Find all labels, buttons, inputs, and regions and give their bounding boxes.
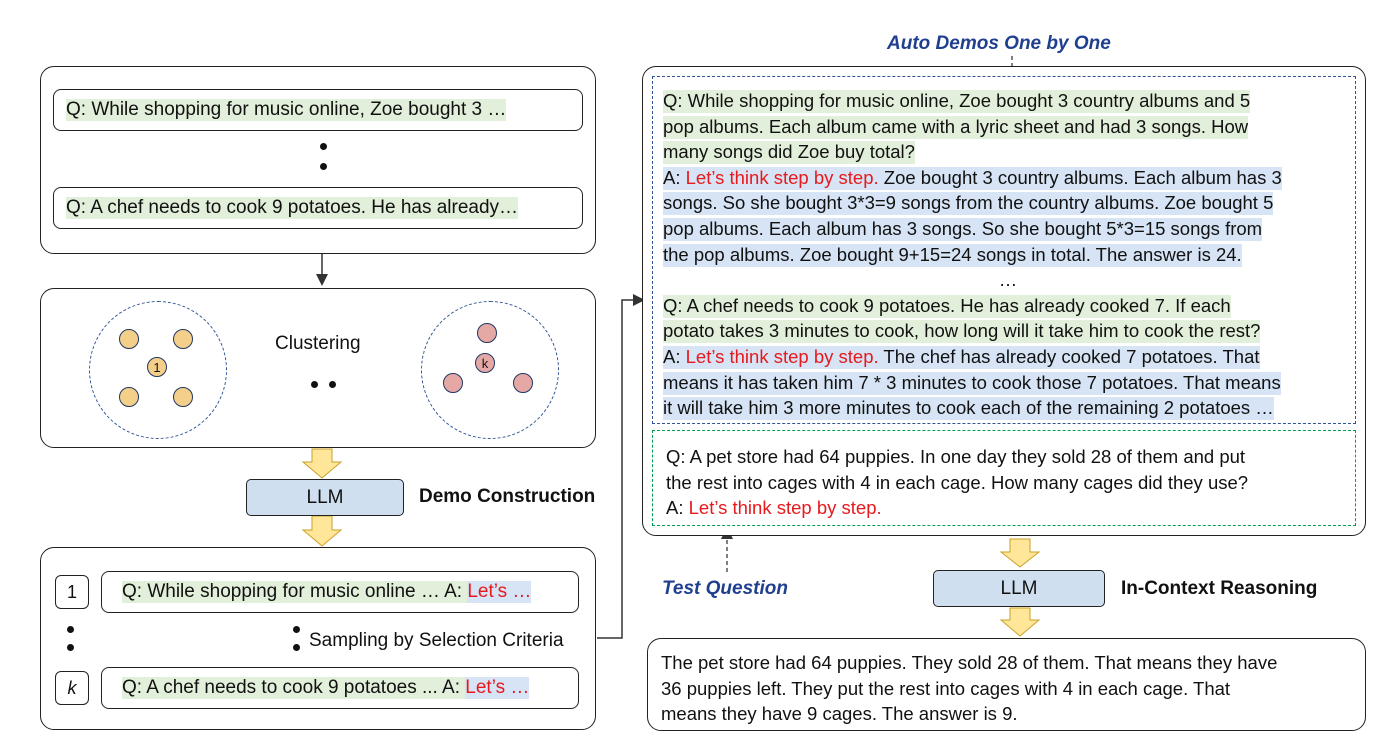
block-arrow-cluster-llm xyxy=(303,449,341,478)
output-box xyxy=(647,638,1366,731)
auto-demos-title: Auto Demos One by One xyxy=(887,33,1111,54)
demo-a1-line: the pop albums. Zoe bought 9+15=24 songs in total. The answer is 24. xyxy=(663,243,1242,265)
question-text: Q: A chef needs to cook 9 potatoes. He has already… xyxy=(66,197,519,218)
answer-prefix: A: xyxy=(666,497,689,519)
ellipsis-dot xyxy=(67,644,74,651)
demo-a2-line: The chef has already cooked 7 potatoes. That xyxy=(878,345,1260,367)
demo-q1-line: many songs did Zoe buy total? xyxy=(663,141,915,163)
question-line-2 xyxy=(53,187,583,229)
output-line: 36 puppies left. They put the rest into cages with 4 in each cage. That xyxy=(661,677,1231,699)
demo-question: Q: A chef needs to cook 9 potatoes ... A: xyxy=(122,677,466,698)
demo-q2-line: Q: A chef needs to cook 9 potatoes. He has already cooked 7. If each xyxy=(663,294,1231,316)
demo-q1 xyxy=(663,88,1353,165)
demo-ellipsis: … xyxy=(998,269,1018,291)
demo-q2 xyxy=(663,293,1353,344)
cot-prompt: Let’s think step by step. xyxy=(685,166,879,188)
ellipsis-dot xyxy=(67,626,74,633)
answer-prefix: A: xyxy=(663,345,686,367)
ellipsis-dot xyxy=(293,644,300,651)
test-line: Q: A pet store had 64 puppies. In one day they sold 28 of them and put xyxy=(666,446,1246,467)
demo-a2-line: means it has taken him 7 * 3 minutes to cook those 7 potatoes. That means xyxy=(663,371,1281,393)
output-line: The pet store had 64 puppies. They sold 28 of them. That means they have xyxy=(661,652,1278,673)
test-question-label: Test Question xyxy=(662,578,788,599)
demo-q1-line: Q: While shopping for music online, Zoe bought 3 country albums and 5 xyxy=(663,90,1251,111)
block-arrow-llm-output xyxy=(1001,608,1039,636)
demo-a2-line: it will take him 3 more minutes to cook each of the remaining 2 potatoes … xyxy=(663,397,1274,419)
cluster-centroid xyxy=(475,353,495,373)
ellipsis-dot xyxy=(311,381,318,388)
in-context-reasoning-label: In-Context Reasoning xyxy=(1121,578,1318,599)
question-line-1 xyxy=(53,89,583,131)
cluster-point xyxy=(173,387,193,407)
demo-index: k xyxy=(55,671,89,705)
ellipsis-dot xyxy=(320,163,327,170)
llm-box-left: LLM xyxy=(246,479,404,516)
demo-a1 xyxy=(663,165,1353,267)
demo-index: 1 xyxy=(55,575,89,609)
demo-line-1 xyxy=(101,571,579,613)
answer-prefix: A: xyxy=(663,166,686,188)
ellipsis-dot xyxy=(293,626,300,633)
llm-box-right: LLM xyxy=(933,570,1105,607)
demo-line-k xyxy=(101,667,579,709)
demo-construction-label: Demo Construction xyxy=(419,486,596,507)
demo-a2 xyxy=(663,344,1353,421)
block-arrow-panel-llm xyxy=(1001,539,1039,567)
cluster-point xyxy=(477,323,497,343)
demo-a1-line: pop albums. Each album has 3 songs. So she bought 5*3=15 songs from xyxy=(663,217,1263,239)
ellipsis-dot xyxy=(320,143,327,150)
demo-a1-line: Zoe bought 3 country albums. Each album has 3 xyxy=(878,166,1282,188)
cluster-id: 1 xyxy=(153,359,161,375)
cluster-point xyxy=(119,387,139,407)
demo-question: Q: While shopping for music online … A: xyxy=(122,581,468,602)
demo-prompt: Let’s … xyxy=(467,581,532,602)
cot-prompt: Let’s think step by step. xyxy=(685,345,879,367)
cot-prompt: Let’s think step by step. xyxy=(688,497,882,519)
demo-q2-line: potato takes 3 minutes to cook, how long will it take him to cook the rest? xyxy=(663,320,1261,342)
arrow-demos-to-panel xyxy=(597,300,642,638)
block-arrow-llm-demos xyxy=(303,516,341,546)
question-text: Q: While shopping for music online, Zoe bought 3 … xyxy=(66,99,507,120)
demo-a1-line: songs. So she bought 3*3=9 songs from the country albums. Zoe bought 5 xyxy=(663,192,1274,214)
clustering-label: Clustering xyxy=(275,333,361,354)
cluster-point xyxy=(173,329,193,349)
clustering-box xyxy=(40,288,596,448)
cluster-centroid xyxy=(147,357,167,377)
sampling-label: Sampling by Selection Criteria xyxy=(309,630,564,651)
demo-q1-line: pop albums. Each album came with a lyric sheet and had 3 songs. How xyxy=(663,115,1249,137)
cluster-point xyxy=(119,329,139,349)
output-text xyxy=(661,650,1361,727)
cluster-point xyxy=(443,373,463,393)
demo-block xyxy=(663,88,1353,421)
test-line: the rest into cages with 4 in each cage. How many cages did they use? xyxy=(666,471,1249,493)
question-pool-box xyxy=(40,66,596,254)
output-line: means they have 9 cages. The answer is 9. xyxy=(661,703,1018,725)
demo-prompt: Let’s … xyxy=(465,677,530,698)
cluster-id: k xyxy=(481,355,489,371)
test-block xyxy=(666,444,1346,521)
ellipsis-dot xyxy=(329,381,336,388)
cluster-point xyxy=(513,373,533,393)
demos-box xyxy=(40,547,596,730)
